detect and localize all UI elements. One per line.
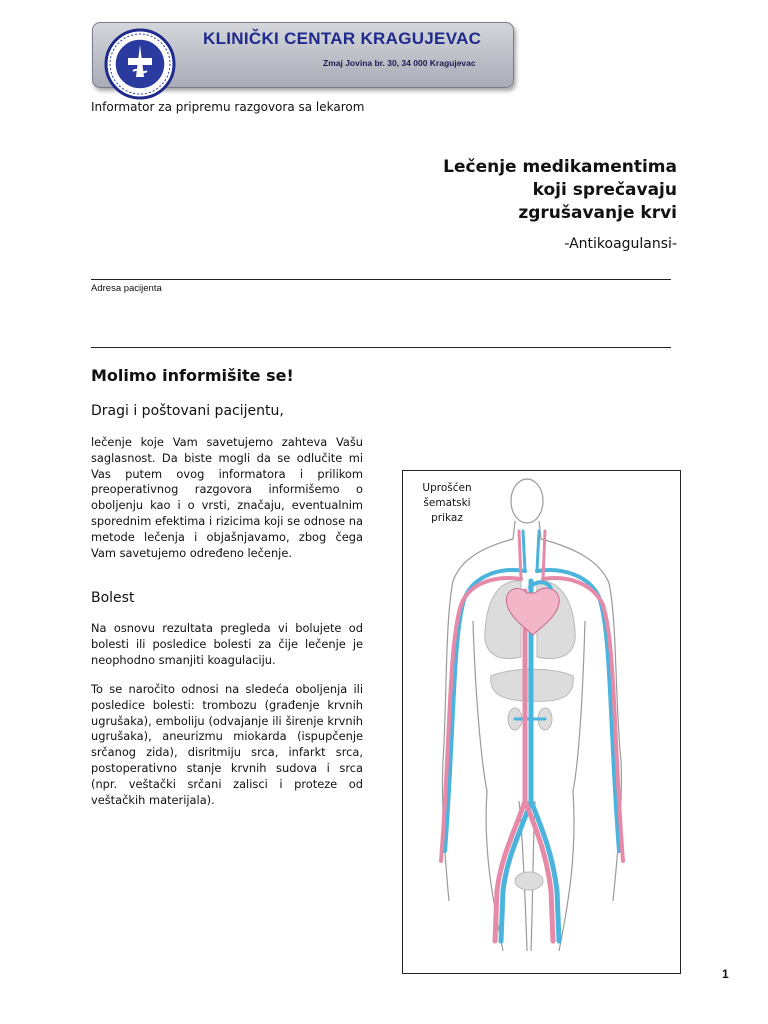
title-line: Lečenje medikamentima — [443, 157, 677, 177]
bolest-paragraph-2: To se naročito odnosi na sledeća oboljenja ili posledice bolesti: trombozu (građenje krvnih ugrušaka), emboliju (odvajanje ili širenje krvnih ugrušaka), aneurizmu miokarda (ispupčenje srčanog zida), disritmiju srca, infarkt srca, postoperativno stanje krvnih sudova i srca (npr. veštački srčani zalisci i proteze od veštačkih materijala). — [91, 682, 363, 807]
address-label: Adresa pacijenta — [91, 283, 162, 294]
title-line: koji sprečavaju — [532, 180, 677, 200]
title-line: zgrušavanje krvi — [518, 203, 677, 223]
intro-paragraph: lečenje koje Vam savetujemo zahteva Vašu saglasnost. Da biste mogli da se odlučite mi Vas putem ovog informatora i prilikom preoperativnog razgovora informišemo o oboljenju kao i o vrsti, značaju, eventualnim sporednim efektima i rizicima koji se odnose na metode lečenja i objašnjavamo, zbog čega Vam savetujemo određeno lečenje. — [91, 435, 363, 560]
caption-line: Uprošćen — [422, 482, 472, 494]
page-number: 1 — [722, 967, 729, 981]
bolest-paragraph-1: Na osnovu rezultata pregleda vi bolujete od bolesti ili posledice bolesti za čije lečenje je neophodno smanjiti koagulaciju. — [91, 621, 363, 667]
figure-caption — [417, 481, 477, 526]
clinic-logo — [103, 27, 177, 101]
document-subtitle: -Antikoagulansi- — [564, 236, 677, 252]
informator-subtitle: Informator za pripremu razgovora sa lekarom — [91, 100, 365, 114]
section-heading-bolest: Bolest — [91, 590, 135, 606]
caption-line: šematski — [423, 497, 471, 509]
greeting: Dragi i poštovani pacijentu, — [91, 403, 284, 419]
body-illustration — [403, 471, 680, 973]
document-title — [443, 156, 677, 225]
name-signature-line — [91, 279, 671, 280]
caption-line: prikaz — [431, 512, 463, 524]
header-banner — [92, 22, 514, 88]
address-signature-line — [91, 347, 671, 348]
clinic-address: Zmaj Jovina br. 30, 34 000 Kragujevac — [323, 58, 476, 68]
circulatory-system-figure — [402, 470, 681, 974]
section-heading-informisite: Molimo informišite se! — [91, 366, 294, 385]
clinic-name: KLINIČKI CENTAR KRAGUJEVAC — [203, 29, 482, 48]
